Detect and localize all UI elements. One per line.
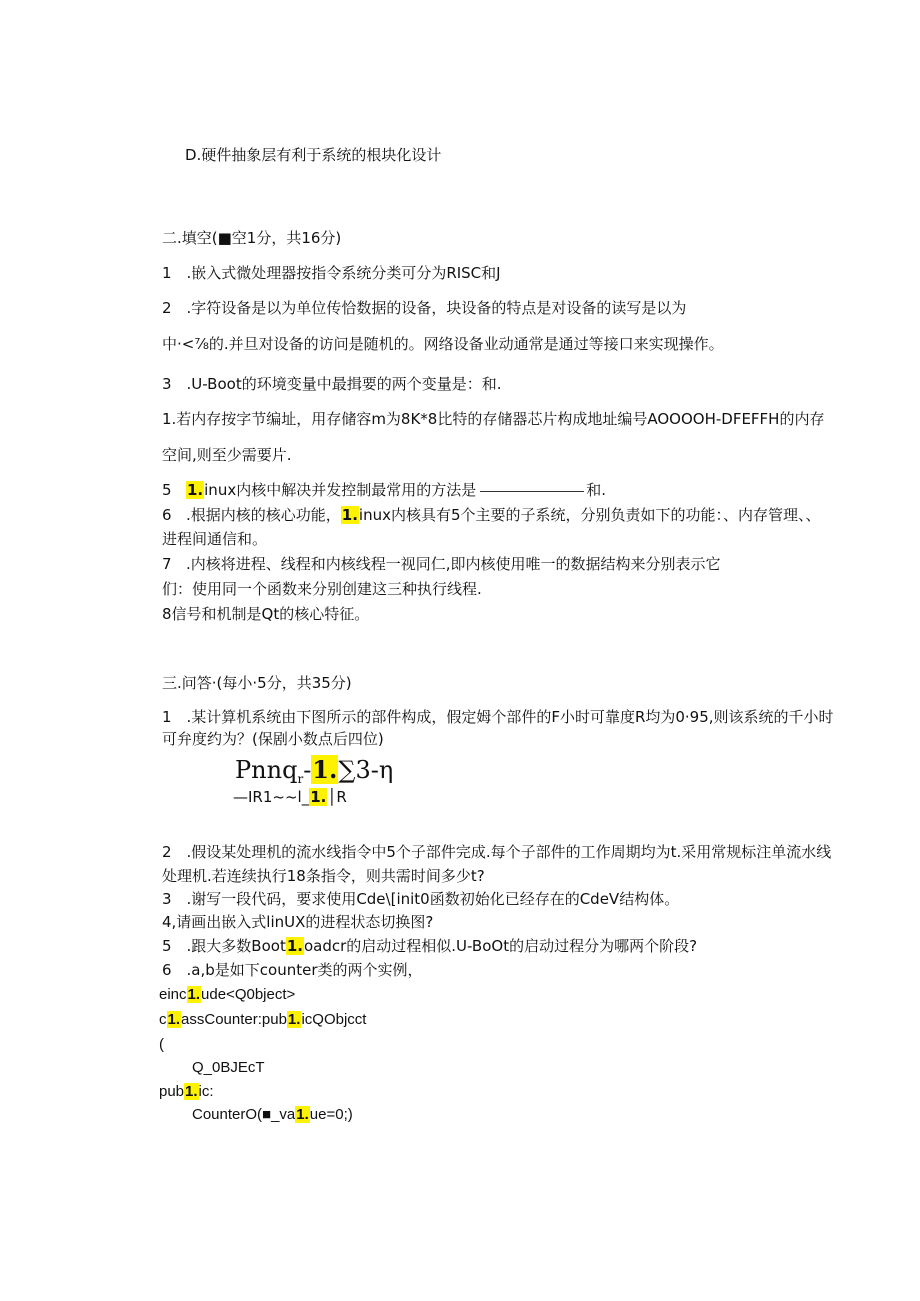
fill-section-title-prefix: 二.填空 (162, 229, 212, 247)
formula-part-b: ∑3-η (338, 756, 394, 784)
reliability-diagram-label (233, 787, 347, 807)
code-line-2-b: assCounter:pub (181, 1011, 287, 1028)
formula-subscript: r (297, 772, 304, 786)
fill-question-1: 1 .嵌入式微处理器按指令系统分类可分为RISC和J (162, 264, 501, 282)
fill-question-6-line-1 (162, 505, 821, 525)
fill-question-5-number: 5 (162, 481, 172, 499)
fill-question-8: 8信号和机制是Qt的核心特征。 (162, 605, 370, 623)
qa-question-5 (162, 936, 697, 956)
code-line-2-highlight-2: 1. (287, 1011, 301, 1028)
qa-question-3: 3 .谢写一段代码，要求使用Cde\[init0函数初始化已经存在的CdeV结构体。 (162, 890, 680, 908)
fill-question-5-blank (480, 491, 584, 492)
qa-section-title: 三.问答·(每小·5分，共35分) (162, 674, 352, 692)
fill-question-5-highlight: 1. (187, 481, 204, 499)
qa-question-5-b: oadcr的启动过程相似.U-BoOt的启动过程分为哪两个阶段? (303, 937, 698, 955)
qa-question-6: 6 .a,b是如下counter类的两个实例， (162, 961, 423, 979)
code-line-4: Q_0BJEcT (192, 1059, 265, 1076)
fill-question-7-number: 7 (162, 555, 172, 573)
code-line-5 (159, 1082, 214, 1102)
code-line-1-highlight: 1. (187, 986, 201, 1003)
fill-question-5-end: 和. (586, 481, 606, 499)
fill-question-6-number: 6 (162, 506, 172, 524)
fill-question-7-line-1 (162, 554, 721, 574)
diagram-part-a: —IR1~~l_ (233, 788, 310, 806)
qa-question-2-line-2: 处理机.若连续执行18条指令，则共需时间多少t? (162, 867, 485, 885)
fill-question-6-line-2: 进程间通信和。 (162, 530, 268, 548)
qa-question-2-line-1: 2 .假设某处理机的流水线指令中5个子部件完成.每个子部件的工作周期均为t.采用常规标注单流水线 (162, 843, 832, 861)
qa-question-5-highlight: 1. (286, 937, 303, 955)
formula-highlight: 1. (312, 755, 338, 784)
fill-question-5 (162, 480, 606, 500)
code-line-5-highlight: 1. (185, 1083, 198, 1100)
fill-question-4-line-1: 1.若内存按字节编址，用存储容m为8K*8比特的存储器芯片构成地址编号AOOOOH-DFEFFH的内存 (162, 410, 825, 428)
qa-question-1-line-2: 可弁度约为？(保剧小数点后四位) (162, 730, 384, 748)
qa-question-4: 4,请画出嵌入式linUX的进程状态切换图? (162, 913, 434, 931)
fill-question-2-line-1: 2 .字符设备是以为单位传恰数据的设备，块设备的特点是对设备的读写是以为 (162, 299, 687, 317)
option-d: D.硬件抽象层有利于系统的根块化设计 (185, 146, 442, 164)
fill-question-3: 3 .U-Boot的环境变量中最揖要的两个变量是：和. (162, 375, 502, 393)
fill-question-5-text: inux内核中解决并发控制最常用的方法是 (204, 481, 477, 499)
fill-question-7-line-2: 们：使用同一个函数来分别创建这三种执行线程. (162, 580, 482, 598)
code-line-2 (159, 1010, 366, 1030)
fill-question-6-text-b: inux内核具有5个主要的子系统，分别负责如下的功能：、内存管理、、 (358, 506, 821, 524)
code-line-1 (159, 985, 295, 1005)
code-line-2-c: icQObjcct (301, 1011, 367, 1028)
code-line-6 (192, 1105, 353, 1125)
fill-question-2-line-2: 中·<⅞的.并旦对设备的访问是随机的。网络设备业动通常是通过等接口来实现操作。 (162, 335, 724, 353)
fill-question-6-highlight: 1. (341, 506, 358, 524)
code-line-6-highlight: 1. (296, 1106, 309, 1123)
code-line-2-highlight-1: 1. (167, 1011, 181, 1028)
code-line-3: ( (159, 1036, 164, 1053)
code-line-1-a: einc (159, 986, 187, 1003)
fill-question-7-text: .内核将进程、线程和内核线程一视同仁,即内核使用唯一的数据结构来分别表示它 (186, 555, 721, 573)
diagram-part-b: │R (327, 788, 347, 806)
fill-question-4-line-2: 空间,则至少需要片. (162, 446, 292, 464)
code-line-5-a: pub (159, 1083, 185, 1100)
code-line-1-b: ude<Q0bject> (201, 986, 296, 1003)
formula-part-a: Pnnq (235, 756, 298, 784)
diagram-highlight: 1. (310, 788, 327, 806)
reliability-formula: Pnnq$_r$-1.∑3-η (235, 755, 394, 786)
code-line-6-a: CounterO(■_va (192, 1106, 296, 1123)
code-line-5-b: ic: (198, 1083, 214, 1100)
fill-question-6-text-a: .根据内核的核心功能， (186, 506, 341, 524)
qa-question-1-line-1: 1 .某计算机系统由下图所示的部件构成，假定姆个部件的F小时可靠度R均为0·95,则该系统的千小时 (162, 708, 834, 726)
fill-section-title (162, 228, 341, 248)
code-line-2-a: c (159, 1011, 167, 1028)
fill-section-title-rest: (■空1分，共16分) (211, 229, 342, 247)
qa-question-5-a: 5 .跟大多数Boot (162, 937, 286, 955)
code-line-6-b: ue=0;) (309, 1106, 353, 1123)
